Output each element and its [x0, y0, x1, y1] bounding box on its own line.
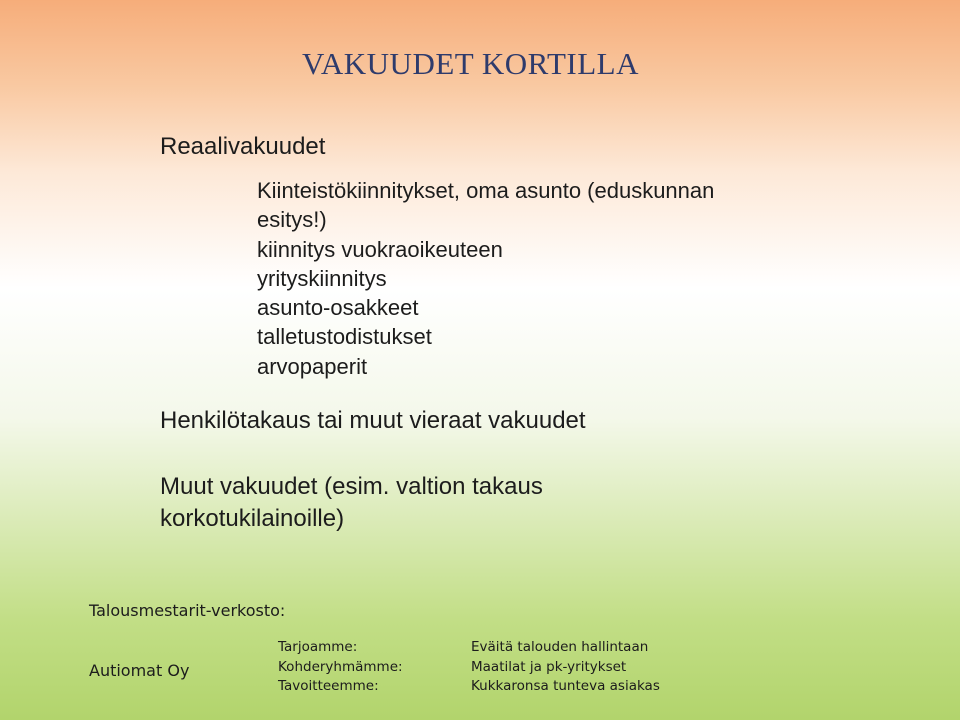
reaalivakuudet-list [257, 176, 837, 381]
heading-line: korkotukilainoille) [160, 505, 345, 532]
list-item: esitys!) [257, 207, 327, 233]
list-item: arvopaperit [257, 353, 368, 379]
section-heading-reaalivakuudet: Reaalivakuudet [160, 133, 326, 160]
heading-line: Muut vakuudet (esim. valtion takaus [160, 473, 543, 500]
footer-label-item: Tavoitteemme: [278, 678, 379, 694]
list-item: Kiinteistökiinnitykset, oma asunto (eduskunnan [257, 178, 715, 203]
footer-label-item: Tarjoamme: [278, 639, 358, 655]
footer-labels [278, 638, 403, 697]
list-item: yrityskiinnitys [257, 265, 387, 291]
page-title: VAKUUDET KORTILLA [302, 46, 639, 81]
footer-network-label: Talousmestarit-verkosto: [89, 601, 286, 620]
list-item: asunto-osakkeet [257, 295, 419, 321]
list-item: talletustodistukset [257, 324, 432, 350]
list-item: kiinnitys vuokraoikeuteen [257, 236, 503, 262]
section-heading-muut-vakuudet [160, 471, 680, 535]
footer-value-item: Kukkaronsa tunteva asiakas [471, 678, 660, 694]
footer-value-item: Eväitä talouden hallintaan [471, 639, 649, 655]
footer-label-item: Kohderyhmämme: [278, 658, 403, 675]
footer-values [471, 638, 660, 697]
footer-value-item: Maatilat ja pk-yritykset [471, 658, 627, 675]
footer-company-name: Autiomat Oy [89, 661, 190, 680]
section-heading-henkilotakaus: Henkilötakaus tai muut vieraat vakuudet [160, 407, 586, 434]
